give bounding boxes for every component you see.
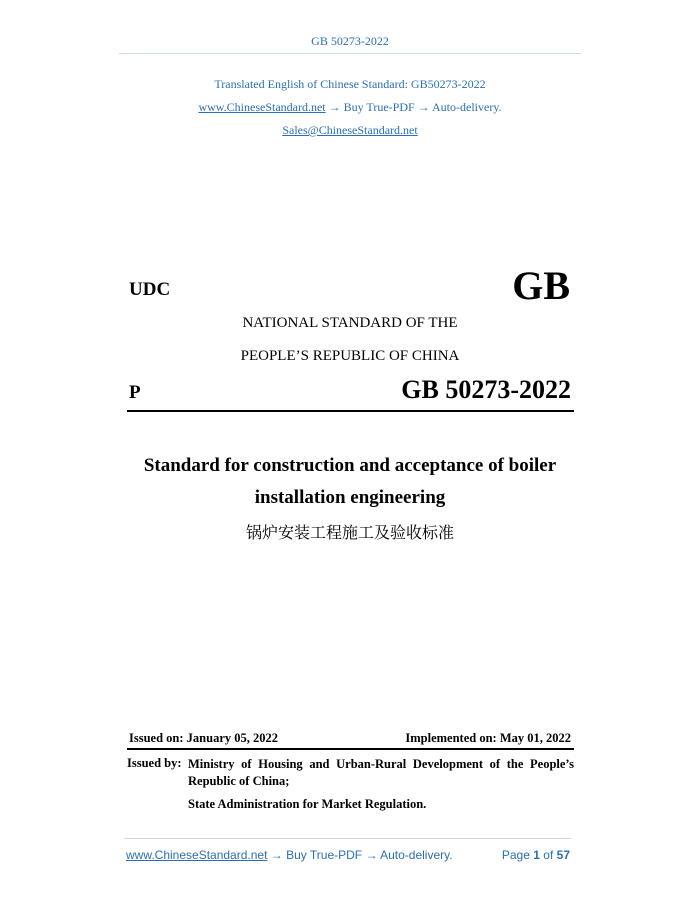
page-word: Page [501,848,530,862]
issued-by-sam: State Administration for Market Regulation. [188,797,427,811]
national-standard-line2: PEOPLE’S REPUBLIC OF CHINA [240,348,460,364]
site-link[interactable]: www.ChineseStandard.net [198,100,326,114]
of-word: of [543,848,554,862]
translated-notice: Translated English of Chinese Standard: GB50273-2022 [214,77,486,91]
footer-divider [124,838,571,839]
footer-promo-tail: → Buy True-PDF → Auto-delivery. [267,848,453,862]
udc-label: UDC [129,279,171,300]
email-link[interactable]: Sales@ChineseStandard.net [282,123,418,137]
title-line2: installation engineering [254,487,446,508]
site-promo-line [0,100,700,115]
standard-number: GB 50273-2022 [401,375,571,404]
running-header: GB 50273-2022 [311,34,389,48]
national-standard-line1: NATIONAL STANDARD OF THE [242,315,458,331]
issue-divider [127,748,574,750]
title-chinese: 锅炉安装工程施工及验收标准 [245,523,454,542]
gb-mark: GB [512,263,570,308]
implemented-date: Implemented on: May 01, 2022 [405,731,571,745]
page-number: 1 [533,848,540,862]
page-total: 57 [556,848,570,862]
p-label: P [129,382,141,403]
page-indicator [470,848,570,862]
site-promo-tail: → Buy True-PDF → Auto-delivery. [325,100,502,114]
header-divider [119,53,581,54]
footer-promo [126,848,453,862]
footer-site-link[interactable]: www.ChineseStandard.net [126,848,268,862]
issued-by-label: Issued by: [127,756,182,770]
issued-date: Issued on: January 05, 2022 [129,731,278,745]
title-line1: Standard for construction and acceptance of boiler [143,455,557,476]
email-line [0,123,700,138]
title-divider [127,410,574,412]
issued-by-ministry: Ministry of Housing and Urban-Rural Development of the People’s Republic of China; [188,757,574,788]
